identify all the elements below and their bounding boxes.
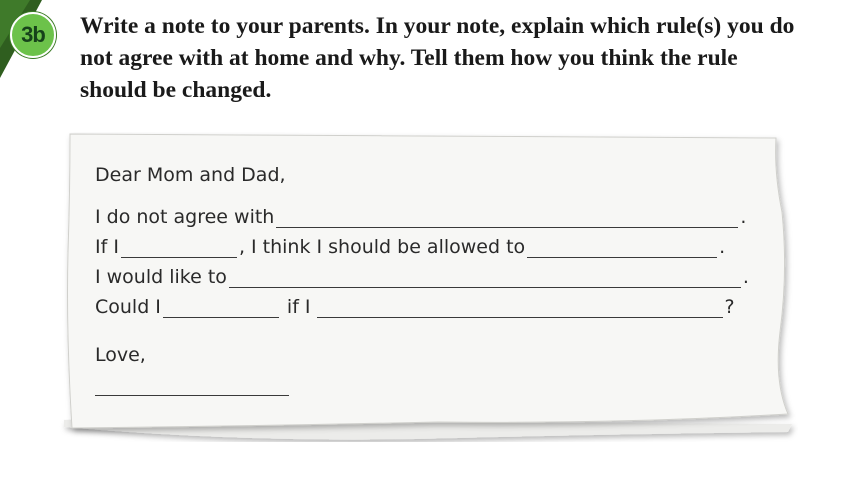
line2-blank-1[interactable]	[121, 237, 237, 258]
note-line-1	[95, 202, 746, 228]
note-line-3	[95, 262, 749, 288]
line4-start: Could I	[95, 296, 161, 318]
line2-middle: , I think I should be allowed to	[238, 236, 526, 258]
line1-text: I do not agree with	[95, 206, 275, 228]
note-signature-line	[95, 370, 291, 396]
line1-end: .	[740, 206, 747, 228]
line2-blank-2[interactable]	[527, 237, 717, 258]
signature-blank[interactable]	[95, 375, 289, 396]
exercise-instruction: Write a note to your parents. In your note, explain which rule(s) you do not agree with at home and why. Tell them how you think the rule should be changed.	[80, 13, 795, 103]
line2-end: .	[719, 236, 726, 258]
line2-start: If I	[95, 236, 119, 258]
note-closing-line	[95, 340, 146, 366]
note-line-4	[95, 292, 735, 318]
line3-blank[interactable]	[229, 267, 741, 288]
line4-end: ?	[724, 296, 735, 318]
note-closing: Love,	[95, 344, 146, 366]
note-line-2	[95, 232, 725, 258]
line4-blank-1[interactable]	[163, 297, 279, 318]
note-greeting: Dear Mom and Dad,	[95, 164, 286, 186]
line1-blank[interactable]	[276, 207, 738, 228]
exercise-number-badge: 3b	[10, 12, 56, 58]
line4-blank-2[interactable]	[317, 297, 723, 318]
line3-text: I would like to	[95, 266, 227, 288]
note-greeting-line	[95, 160, 286, 186]
line4-middle: if I	[286, 296, 311, 318]
line3-end: .	[742, 266, 749, 288]
